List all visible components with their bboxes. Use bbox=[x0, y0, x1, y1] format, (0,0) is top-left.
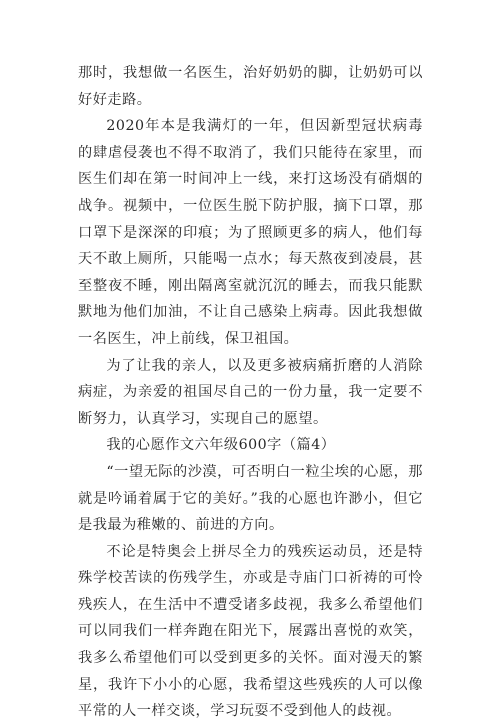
section-heading: 我的心愿作文六年级600字（篇4） bbox=[106, 437, 336, 454]
document-body bbox=[78, 60, 423, 725]
paragraph-disabled-people: 不论是特奥会上拼尽全力的残疾运动员，还是特殊学校苦读的伤残学生，亦或是寺庙门口祈祷的可怜残疾人，在生活中不遭受诸多歧视，我多么希望他们可以同我们一样奔跑在阳光下，展露出喜悦的欢笑，我多么希望他们可以受到更多的关怀。面对漫天的繁星，我许下小小的心愿，我希望这些残疾的人可以像平常的人一样交谈，学习玩耍不受到他人的歧视。 bbox=[78, 543, 423, 720]
paragraph-quote: “一望无际的沙漠，可否明白一粒尘埃的心愿，那就是吟诵着属于它的美好。”我的心愿也许渺小，但它是我最为稚嫩的、前进的方向。 bbox=[78, 463, 423, 534]
paragraph-goal: 为了让我的亲人，以及更多被病痛折磨的人消除病症，为亲爱的祖国尽自己的一份力量，我一定要不断努力，认真学习，实现自己的愿望。 bbox=[78, 357, 423, 427]
paragraph-continuation: 那时，我想做一名医生，治好奶奶的脚，让奶奶可以好好走路。 bbox=[78, 65, 423, 108]
paragraph-2020: 2020年本是我满灯的一年，但因新型冠状病毒的肆虐侵袭也不得不取消了，我们只能待在家里，而医生们却在第一时间冲上一线，来打这场没有硝烟的战争。视频中，一位医生脱下防护服，摘下口罩，那口罩下是深深的印痕；为了照顾更多的病人，他们每天不敢上厕所，只能喝一点水；每天熬夜到凌晨，甚至整夜不睡，刚出隔离室就沉沉的睡去，而我只能默默地为他们加油，不让自己感染上病毒。因此我想做一名医生，冲上前线，保卫祖国。 bbox=[78, 118, 423, 347]
